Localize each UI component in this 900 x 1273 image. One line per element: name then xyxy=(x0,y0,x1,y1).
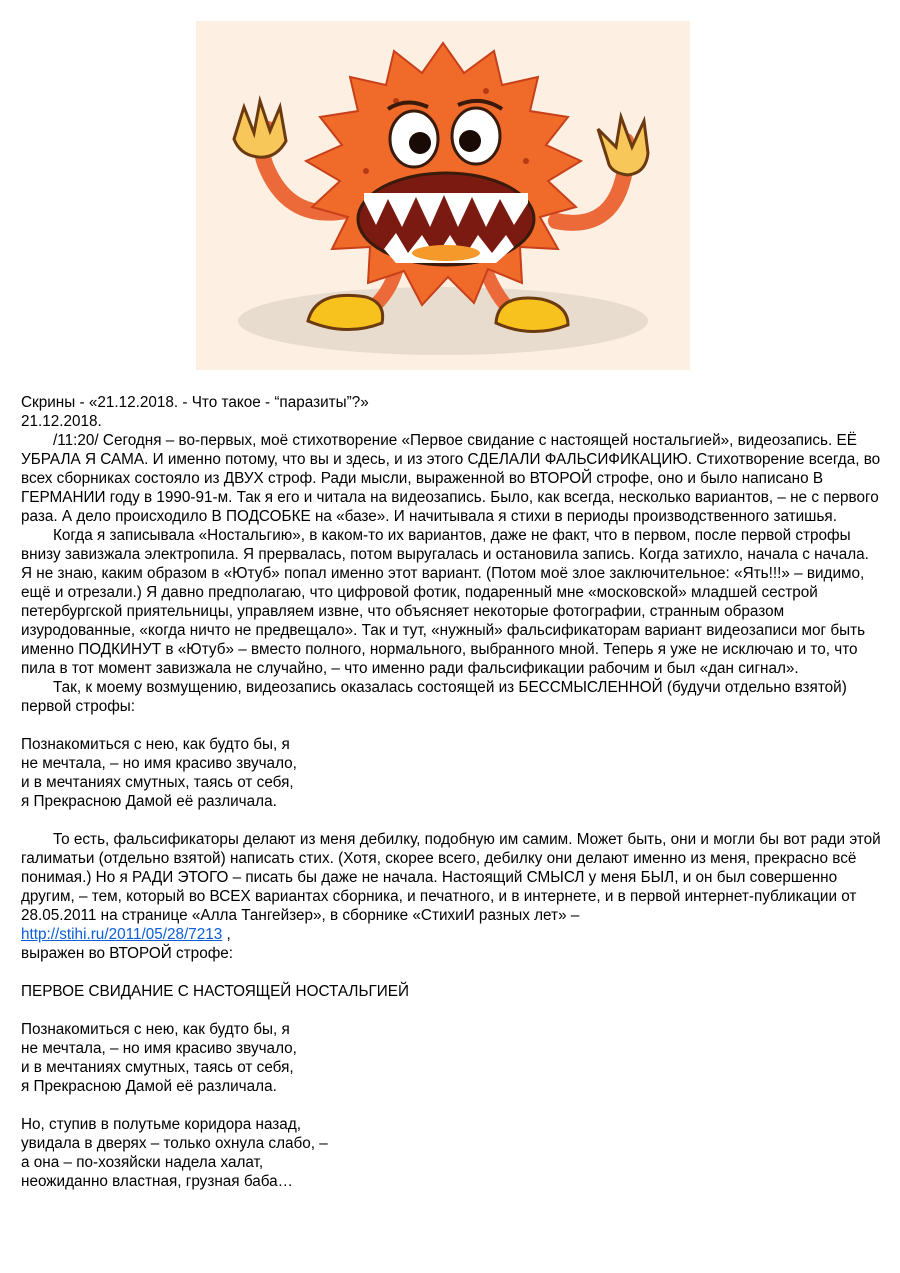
poem-line: не мечтала, – но имя красиво звучало, xyxy=(21,1040,297,1057)
stanza-line: Познакомиться с нею, как будто бы, я xyxy=(21,736,290,753)
document-date: 21.12.2018. xyxy=(21,413,102,430)
poem-line: увидала в дверях – только охнула слабо, – xyxy=(21,1135,328,1152)
poem-line: и в мечтаниях смутных, таясь от себя, xyxy=(21,1059,294,1076)
spiky-monster-icon xyxy=(196,21,690,370)
poem-line: а она – по-хозяйски надела халат, xyxy=(21,1154,264,1171)
stihi-link[interactable]: http://stihi.ru/2011/05/28/7213 xyxy=(21,926,223,943)
paragraph-4: То есть, фальсификаторы делают из меня дебилку, подобную им самим. Может быть, они и могли бы вот ради этой галиматьи (отдельно взятой) написать стих. (Хотя, скорее всего, дебилку они делают именно из меня, прекрасно всё понимая.) Но я РАДИ ЭТОГО – писать бы даже не начала. Настоящий СМЫСЛ у меня БЫЛ, и он был совершенно другим, – тем, который во ВСЕХ вариантах сборника, и печатного, и в интернете, и в первой интернет-публикации от 28.05.2011 на странице «Алла Тангейзер», в сборнике «СтихиИ разных лет» – xyxy=(21,831,881,924)
poem-title: ПЕРВОЕ СВИДАНИЕ С НАСТОЯЩЕЙ НОСТАЛЬГИЕЙ xyxy=(21,983,409,1000)
paragraph-1: /11:20/ Сегодня – во-первых, моё стихотворение «Первое свидание с настоящей ностальгией», видеозапись. ЕЁ УБРАЛА Я САМА. И именно потому, что вы и здесь, и из этого СДЕЛАЛИ ФАЛЬСИФИКАЦИЮ. Стихотворение всегда, во всех сборниках состояло из ДВУХ строф. Ради мысли, выраженной во ВТОРОЙ строфе, оно и было написано В ГЕРМАНИИ году в 1990-91-м. Так я его и читала на видеозапись. Было, как всегда, несколько вариантов, – не с первого раза. А дело происходило В ПОДСОБКЕ на «базе». И начитывала я стихи в периоды производственного затишья. xyxy=(21,432,881,525)
poem-line: Но, ступив в полутьме коридора назад, xyxy=(21,1116,301,1133)
document-body xyxy=(21,393,881,1191)
header-line: Скрины - «21.12.2018. - Что такое - “паразиты”?» xyxy=(21,394,369,411)
paragraph-2: Когда я записывала «Ностальгию», в каком-то их вариантов, даже не факт, что в первом, после первой строфы внизу завизжала электропила. Я прервалась, потом выругалась и остановила запись. Когда затихло, начала с начала. Я не знаю, каким образом в «Ютуб» попал именно этот вариант. (Потом моё злое заключительное: «Ять!!!» – видимо, ещё и отрезали.) Я давно предполагаю, что цифровой фотик, подаренный мне «московской» младшей сестрой петербургской приятельницы, управляем извне, что объясняет некоторые фотографии, странным образом изуродованные, «когда ничто не предвещало». Так и тут, «нужный» фальсификаторам вариант видеозаписи мог быть именно ПОДКИНУТ в «Ютуб» – вместо полного, нормального, выбранного мной. Теперь я уже не исключаю и то, что пила в тот момент завизжала не случайно, – что именно ради фальсификации рабочим и был «дан сигнал». xyxy=(21,527,869,677)
link-suffix: , xyxy=(222,926,231,943)
after-link-line: выражен во ВТОРОЙ строфе: xyxy=(21,945,234,962)
monster-illustration xyxy=(196,21,690,370)
stanza-line: не мечтала, – но имя красиво звучало, xyxy=(21,755,297,772)
stanza-line: и в мечтаниях смутных, таясь от себя, xyxy=(21,774,294,791)
paragraph-3: Так, к моему возмущению, видеозапись оказалась состоящей из БЕССМЫСЛЕННОЙ (будучи отдельно взятой) первой строфы: xyxy=(21,679,847,715)
link-line xyxy=(21,925,881,944)
poem-line: Познакомиться с нею, как будто бы, я xyxy=(21,1021,290,1038)
poem-line: я Прекрасною Дамой её различала. xyxy=(21,1078,277,1095)
stanza-line: я Прекрасною Дамой её различала. xyxy=(21,793,277,810)
poem-line: неожиданно властная, грузная баба… xyxy=(21,1173,293,1190)
